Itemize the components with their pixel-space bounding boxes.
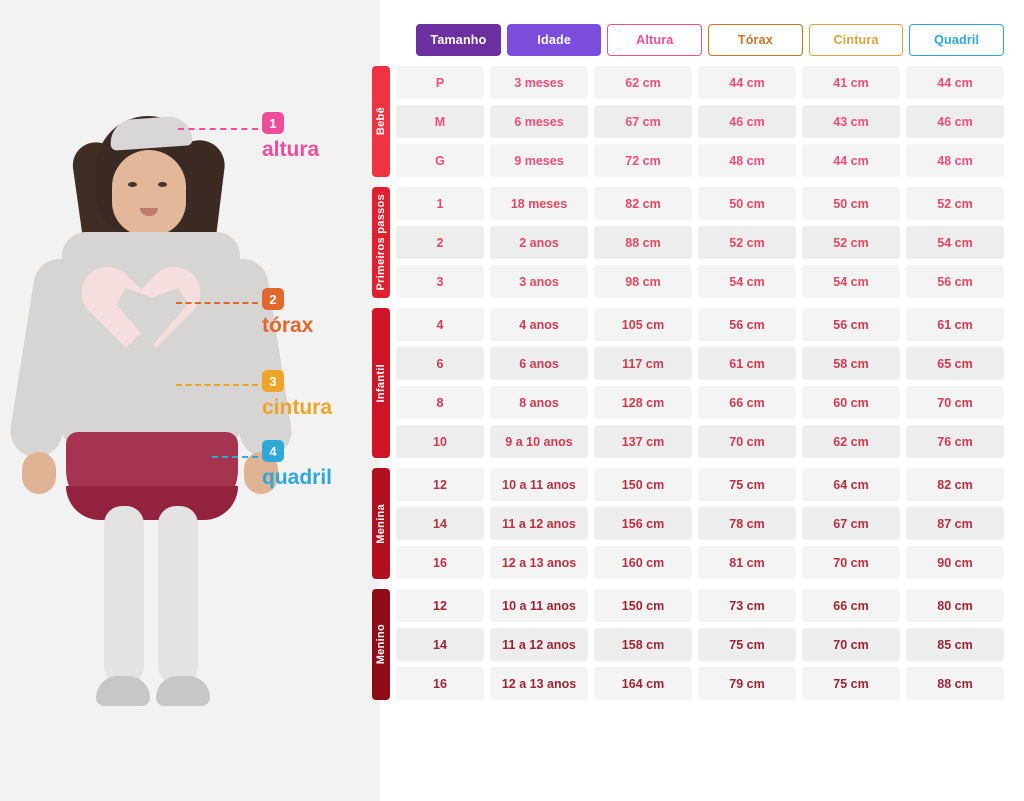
table-cell: 54 cm [906, 226, 1004, 259]
table-cell: 137 cm [594, 425, 692, 458]
model-eye-right [158, 182, 167, 187]
callout-leader-line-torax [176, 302, 258, 304]
table-cell: 79 cm [698, 667, 796, 700]
table-cell: 66 cm [802, 589, 900, 622]
table-cell: 88 cm [906, 667, 1004, 700]
table-cell: 14 [396, 507, 484, 540]
group-label-beb: Bebê [372, 66, 390, 177]
table-row [396, 347, 1004, 380]
table-cell: 12 [396, 468, 484, 501]
table-cell: M [396, 105, 484, 138]
table-cell: 6 anos [490, 347, 588, 380]
callout-number-3: 3 [262, 370, 284, 392]
table-cell: 75 cm [698, 628, 796, 661]
callout-number-4: 4 [262, 440, 284, 462]
model-hand-left [22, 452, 56, 494]
table-cell: 8 [396, 386, 484, 419]
table-cell: 6 [396, 347, 484, 380]
table-cell: 11 a 12 anos [490, 507, 588, 540]
model-shoe-right [156, 676, 210, 706]
model-eye-left [128, 182, 137, 187]
table-cell: 70 cm [698, 425, 796, 458]
table-cell: 14 [396, 628, 484, 661]
table-cell: 64 cm [802, 468, 900, 501]
column-header-quadril: Quadril [909, 24, 1004, 56]
group-rows [396, 308, 1004, 458]
model-skirt-hem [66, 486, 238, 520]
table-cell: 56 cm [906, 265, 1004, 298]
table-cell: 1 [396, 187, 484, 220]
table-cell: 117 cm [594, 347, 692, 380]
table-cell: 70 cm [802, 628, 900, 661]
table-cell: 9 meses [490, 144, 588, 177]
callout-quadril [262, 440, 332, 490]
model-illustration [0, 0, 380, 801]
table-cell: 54 cm [698, 265, 796, 298]
callout-number-2: 2 [262, 288, 284, 310]
callout-label-altura: altura [262, 138, 320, 161]
table-row [396, 265, 1004, 298]
table-cell: 6 meses [490, 105, 588, 138]
callout-torax [262, 288, 313, 338]
group-rows [396, 589, 1004, 700]
column-header-tamanho: Tamanho [416, 24, 501, 56]
table-row [396, 468, 1004, 501]
group-label-menina: Menina [372, 468, 390, 579]
callout-label-torax: tórax [262, 314, 314, 337]
table-cell: G [396, 144, 484, 177]
model-leg-right [158, 506, 198, 684]
table-cell: 156 cm [594, 507, 692, 540]
table-cell: 12 a 13 anos [490, 546, 588, 579]
table-cell: 52 cm [906, 187, 1004, 220]
table-cell: 10 a 11 anos [490, 468, 588, 501]
table-cell: 82 cm [906, 468, 1004, 501]
table-cell: 4 [396, 308, 484, 341]
table-cell: 65 cm [906, 347, 1004, 380]
table-row [396, 546, 1004, 579]
table-cell: 8 anos [490, 386, 588, 419]
table-row [396, 144, 1004, 177]
group-label-primeirospassos: Primeiros passos [372, 187, 390, 298]
table-cell: 160 cm [594, 546, 692, 579]
table-cell: 90 cm [906, 546, 1004, 579]
table-cell: 44 cm [906, 66, 1004, 99]
table-cell: 98 cm [594, 265, 692, 298]
callout-leader-line-altura [178, 128, 258, 130]
table-cell: P [396, 66, 484, 99]
table-cell: 50 cm [698, 187, 796, 220]
table-cell: 62 cm [802, 425, 900, 458]
table-cell: 12 [396, 589, 484, 622]
table-row [396, 105, 1004, 138]
column-header-idade: Idade [507, 24, 602, 56]
table-cell: 10 a 11 anos [490, 589, 588, 622]
model-shoe-left [96, 676, 150, 706]
table-row [396, 628, 1004, 661]
table-row [396, 226, 1004, 259]
table-cell: 150 cm [594, 468, 692, 501]
table-cell: 10 [396, 425, 484, 458]
group-rows [396, 187, 1004, 298]
table-cell: 44 cm [802, 144, 900, 177]
table-cell: 164 cm [594, 667, 692, 700]
table-cell: 87 cm [906, 507, 1004, 540]
table-cell: 52 cm [698, 226, 796, 259]
callout-leader-line-cintura [176, 384, 258, 386]
table-group-primeirospassos [372, 187, 1004, 298]
table-cell: 60 cm [802, 386, 900, 419]
table-row [396, 507, 1004, 540]
table-cell: 12 a 13 anos [490, 667, 588, 700]
table-cell: 82 cm [594, 187, 692, 220]
table-cell: 9 a 10 anos [490, 425, 588, 458]
table-cell: 46 cm [906, 105, 1004, 138]
table-cell: 62 cm [594, 66, 692, 99]
table-cell: 70 cm [906, 386, 1004, 419]
table-cell: 44 cm [698, 66, 796, 99]
table-row [396, 425, 1004, 458]
table-row [396, 187, 1004, 220]
table-cell: 105 cm [594, 308, 692, 341]
table-cell: 2 anos [490, 226, 588, 259]
table-row [396, 386, 1004, 419]
group-rows [396, 66, 1004, 177]
table-row [396, 589, 1004, 622]
table-cell: 16 [396, 546, 484, 579]
table-header-row [416, 24, 1004, 56]
column-header-altura: Altura [607, 24, 702, 56]
size-table [372, 24, 1004, 700]
table-row [396, 66, 1004, 99]
table-groups [372, 66, 1004, 700]
table-cell: 88 cm [594, 226, 692, 259]
table-cell: 43 cm [802, 105, 900, 138]
table-cell: 3 meses [490, 66, 588, 99]
table-cell: 58 cm [802, 347, 900, 380]
table-cell: 56 cm [698, 308, 796, 341]
table-cell: 48 cm [698, 144, 796, 177]
table-cell: 75 cm [698, 468, 796, 501]
table-cell: 67 cm [802, 507, 900, 540]
table-cell: 18 meses [490, 187, 588, 220]
table-cell: 78 cm [698, 507, 796, 540]
table-group-infantil [372, 308, 1004, 458]
model-face [112, 150, 186, 236]
callout-leader-line-quadril [212, 456, 258, 458]
group-rows [396, 468, 1004, 579]
table-cell: 48 cm [906, 144, 1004, 177]
table-cell: 46 cm [698, 105, 796, 138]
table-cell: 50 cm [802, 187, 900, 220]
model-leg-left [104, 506, 144, 684]
table-cell: 61 cm [906, 308, 1004, 341]
table-group-menina [372, 468, 1004, 579]
table-cell: 67 cm [594, 105, 692, 138]
table-cell: 3 anos [490, 265, 588, 298]
table-cell: 75 cm [802, 667, 900, 700]
table-cell: 11 a 12 anos [490, 628, 588, 661]
table-cell: 56 cm [802, 308, 900, 341]
table-cell: 150 cm [594, 589, 692, 622]
table-cell: 41 cm [802, 66, 900, 99]
table-cell: 76 cm [906, 425, 1004, 458]
table-cell: 80 cm [906, 589, 1004, 622]
group-label-menino: Menino [372, 589, 390, 700]
table-cell: 52 cm [802, 226, 900, 259]
table-group-beb [372, 66, 1004, 177]
callout-label-quadril: quadril [262, 466, 333, 489]
table-cell: 4 anos [490, 308, 588, 341]
table-row [396, 308, 1004, 341]
callout-cintura [262, 370, 332, 420]
group-label-infantil: Infantil [372, 308, 390, 458]
callout-label-cintura: cintura [262, 396, 333, 419]
table-cell: 54 cm [802, 265, 900, 298]
table-cell: 73 cm [698, 589, 796, 622]
callout-altura [262, 112, 319, 162]
table-group-menino [372, 589, 1004, 700]
table-cell: 70 cm [802, 546, 900, 579]
column-header-trax: Tórax [708, 24, 803, 56]
table-cell: 85 cm [906, 628, 1004, 661]
table-cell: 128 cm [594, 386, 692, 419]
callout-number-1: 1 [262, 112, 284, 134]
table-cell: 3 [396, 265, 484, 298]
table-cell: 16 [396, 667, 484, 700]
table-cell: 81 cm [698, 546, 796, 579]
column-header-cintura: Cintura [809, 24, 904, 56]
table-cell: 61 cm [698, 347, 796, 380]
table-cell: 158 cm [594, 628, 692, 661]
table-cell: 2 [396, 226, 484, 259]
table-cell: 66 cm [698, 386, 796, 419]
table-row [396, 667, 1004, 700]
table-cell: 72 cm [594, 144, 692, 177]
